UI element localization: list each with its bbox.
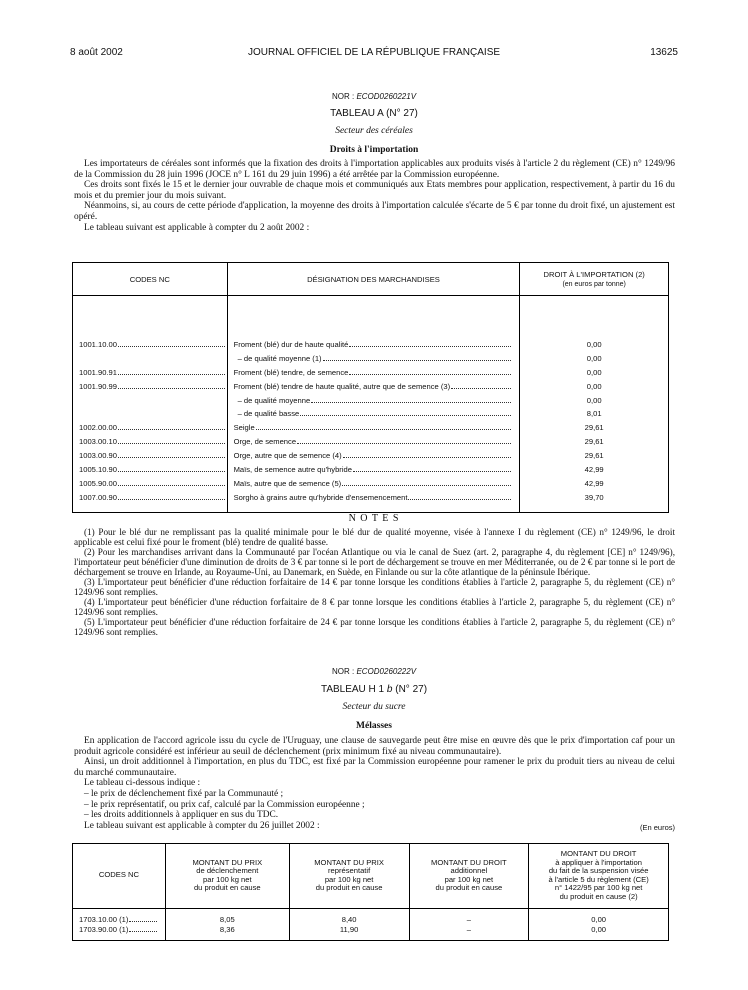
table-row-designation: Orge, de semence	[234, 435, 514, 449]
header-line: par 100 kg net	[444, 874, 494, 884]
melasses-col-header	[409, 844, 529, 909]
note-4: (4) L'importateur peut bénéficier d'une réduction forfaitaire de 8 € par tonne lorsque les conditions établies à l'article 2, paragraphe 5, du règlement (CE) n° 1249/96 sont remplies.	[74, 597, 675, 617]
table-row-designation: Froment (blé) tendre, de semence	[234, 366, 514, 380]
table-row-value: 0,00	[586, 395, 602, 405]
melasses-col-header	[289, 844, 409, 909]
melasses-col-header	[529, 844, 669, 909]
nor-label: NOR :	[331, 92, 355, 101]
note-3: (3) L'importateur peut bénéficier d'une réduction forfaitaire de 14 € par tonne lorsque les conditions établies à l'article 2, paragraphe 5, du règlement (CE) n° 1249/96 sont remplies.	[74, 577, 675, 597]
melasses-cell-additionnel: –	[466, 925, 471, 935]
paragraph: Ces droits sont fixés le 15 et le dernier jour ouvrable de chaque mois et communiqués aux Etats membres pour application, respectivement, à partir du 16 du mois et du premier jour du mois suivant.	[74, 180, 675, 201]
paragraph: Le tableau suivant est applicable à compter du 2 août 2002 :	[84, 222, 310, 233]
col-header-designation: DÉSIGNATION DES MARCHANDISES	[227, 263, 520, 296]
melasses-col-header	[73, 844, 166, 909]
table-row-value: 42,99	[584, 465, 604, 475]
bullet-item: – le prix représentatif, ou prix caf, calculé par la Commission européenne ;	[84, 799, 365, 810]
melasses-cell-suspension: 0,00	[591, 914, 607, 924]
intro-paragraphs-a	[74, 159, 675, 233]
unit-label: (En euros)	[639, 822, 675, 832]
melasses-cell-additionnel: –	[466, 914, 471, 924]
applicable-date-line: Le tableau suivant est applicable à compter du 26 juillet 2002 :	[84, 820, 320, 831]
table-row-designation: Maïs, de semence autre qu'hybride	[234, 463, 514, 477]
table-row-value: 39,70	[584, 492, 604, 502]
header-line: additionnel	[450, 866, 488, 876]
note-1: (1) Pour le blé dur ne remplissant pas la qualité minimale pour le blé dur de qualité moyenne, visée à l'annexe I du règlement (CE) n° 1249/96, le droit applicable est celui fixé pour le froment (blé) tendre de qualité basse.	[74, 527, 675, 547]
melasses-codes-column	[73, 908, 166, 940]
table-row-designation: – de qualité basse	[234, 407, 514, 421]
table-row-code	[79, 352, 227, 366]
table-row-code: 1002.00.00	[79, 421, 227, 435]
cereals-duty-table	[72, 262, 669, 513]
table-row-designation: – de qualité moyenne (1)	[234, 352, 514, 366]
col-header-droit-unit: (en euros par tonne)	[562, 280, 626, 288]
header-line: représentatif	[328, 866, 371, 876]
table-row-value: 0,00	[586, 340, 602, 349]
codes-column	[73, 296, 228, 513]
table-row-value: 29,61	[584, 437, 604, 447]
melasses-declenchement-column	[165, 908, 289, 940]
nor-code: ECOD0260221V	[356, 92, 417, 101]
nor-reference-a	[70, 92, 678, 101]
bullet-list	[74, 789, 675, 821]
table-row-value: 42,99	[584, 478, 604, 488]
table-row-code: 1007.00.90	[79, 491, 227, 505]
table-row-designation: Sorgho à grains autre qu'hybride d'ensemencement	[234, 491, 514, 505]
table-row-value: 0,00	[586, 353, 602, 363]
note-5: (5) L'importateur peut bénéficier d'une réduction forfaitaire de 24 € par tonne lorsque les conditions établies à l'article 2, paragraphe 5, du règlement (CE) n° 1249/96 sont remplies.	[74, 617, 675, 637]
header-line: MONTANT DU PRIX	[314, 857, 384, 867]
page-header	[70, 47, 678, 61]
sector-sucre: Secteur du sucre	[342, 702, 406, 712]
heading-droits: Droits à l'importation	[329, 145, 419, 155]
paragraph: En application de l'accord agricole issu du cycle de l'Uruguay, une clause de sauvegarde peut être mise en œuvre dès que le prix d'importation caf pour un produit agricole considéré est inférieur au seuil de déclenchement (prix minimum fixé au niveau communautaire).	[74, 736, 675, 757]
notes-block	[74, 527, 675, 637]
paragraph: Le tableau ci-dessous indique :	[84, 778, 201, 789]
header-line: à l'article 5 du règlement (CE)	[548, 874, 649, 884]
melasses-suspension-column	[529, 908, 669, 940]
table-row-designation: Froment (blé) tendre de haute qualité, autre que de semence (3)	[234, 380, 514, 394]
col-header-droit	[520, 263, 669, 296]
melasses-table	[72, 843, 669, 941]
melasses-cell-declenchement: 8,05	[219, 914, 235, 924]
header-line: du produit en cause	[193, 883, 261, 893]
paragraph: Néanmoins, si, au cours de cette période d'application, la moyenne des droits à l'importation calculée s'écarte de 5 € par tonne du droit fixé, un ajustement est opéré.	[74, 201, 675, 222]
table-h-title	[70, 684, 678, 695]
header-line: du produit en cause	[435, 883, 503, 893]
bullet-item: – le prix de déclenchement fixé par la Communauté ;	[84, 788, 284, 799]
table-row-value: 8,01	[586, 409, 602, 419]
melasses-cell-representatif: 11,90	[339, 925, 359, 935]
table-row-value: 0,00	[586, 367, 602, 377]
header-line: MONTANT DU DROIT	[431, 857, 507, 867]
melasses-representatif-column	[289, 908, 409, 940]
melasses-cell-suspension: 0,00	[591, 925, 607, 935]
header-journal-title: JOURNAL OFFICIEL DE LA RÉPUBLIQUE FRANÇAISE	[247, 47, 501, 58]
table-row-value: 29,61	[584, 423, 604, 433]
header-line: par 100 kg net	[203, 874, 252, 884]
header-line: du produit en cause (2)	[559, 891, 638, 901]
table-row-designation: Maïs, autre que de semence (5)	[234, 477, 514, 491]
melasses-cell-code: 1703.10.00 (1)	[79, 915, 159, 926]
melasses-additionnel-column	[409, 908, 529, 940]
header-line: CODES NC	[98, 870, 139, 880]
header-line: MONTANT DU DROIT	[560, 849, 637, 858]
header-line: du fait de la suspension visée	[548, 866, 649, 876]
nor-reference-h	[70, 667, 678, 676]
table-row-value: 29,61	[584, 451, 604, 461]
note-2: (2) Pour les marchandises arrivant dans la Communauté par l'océan Atlantique ou via le canal de Suez (art. 2, paragraphe 4, du règlement [CE] n° 1249/96), l'importateur peut bénéficier d'une diminution de droits de 3 € par tonne si le port de déchargement se trouve en mer Méditerranée, ou de 2 € par tonne si le port de déchargement se trouve en Irlande, au Royaume-Uni, au Danemark, en Suède, en Finlande ou sur la côte atlantique de la péninsule Ibérique.	[74, 547, 675, 577]
sector-cereales: Secteur des céréales	[335, 126, 413, 136]
table-row-designation: Seigle	[234, 421, 514, 435]
header-date: 8 août 2002	[70, 47, 123, 58]
last-line	[74, 821, 675, 832]
heading-melasses: Mélasses	[356, 721, 392, 731]
table-row-code: 1005.90.00	[79, 477, 227, 491]
table-row-code: 1001.10.00	[79, 338, 227, 352]
header-line: n° 1422/95 par 100 kg net	[554, 883, 643, 893]
table-row-code: 1003.00.10	[79, 435, 227, 449]
nor-code: ECOD0260222V	[356, 667, 417, 676]
header-line: du produit en cause	[315, 883, 383, 893]
paragraph: Les importateurs de céréales sont informés que la fixation des droits à l'importation applicables aux produits visés à l'article 2 du règlement (CE) n° 1249/96 de la Commission du 28 juin 1996 (JOCE n° L 161 du 29 juin 1996) a été arrêtée par la Commission européenne.	[74, 159, 675, 180]
nor-label: NOR :	[331, 667, 355, 676]
melasses-cell-representatif: 8,40	[341, 914, 357, 924]
header-line: de déclenchement	[196, 866, 259, 876]
table-h-title-b: b	[386, 684, 393, 695]
intro-paragraphs-h	[74, 736, 675, 831]
designation-column	[227, 296, 520, 513]
table-row-code	[79, 407, 227, 421]
header-line: MONTANT DU PRIX	[192, 857, 263, 867]
melasses-cell-declenchement: 8,36	[219, 925, 235, 935]
table-h-title-pre: TABLEAU H 1	[320, 684, 387, 695]
table-a-title: TABLEAU A (N° 27)	[330, 108, 418, 119]
header-line: à appliquer à l'importation	[555, 857, 642, 867]
header-line: par 100 kg net	[324, 874, 374, 884]
bullet-item: – les droits additionnels à appliquer en sus du TDC.	[84, 810, 279, 821]
paragraph: Ainsi, un droit additionnel à l'importation, en plus du TDC, est fixé par la Commission européenne pour ramener le prix du produit tiers au niveau de celui du marché communautaire.	[74, 757, 675, 778]
table-row-designation: Orge, autre que de semence (4)	[234, 449, 514, 463]
melasses-cell-code: 1703.90.00 (1)	[79, 925, 159, 936]
table-row-designation: – de qualité moyenne	[234, 394, 514, 408]
melasses-col-header	[165, 844, 289, 909]
value-column	[520, 296, 669, 513]
table-h-title-post: (N° 27)	[392, 684, 428, 695]
table-row-code: 1005.10.90	[79, 463, 227, 477]
table-row-value: 0,00	[586, 381, 602, 391]
header-page-number: 13625	[650, 47, 678, 58]
table-row-designation: Froment (blé) dur de haute qualité	[234, 338, 514, 352]
table-row-code: 1001.90.99	[79, 380, 227, 394]
notes-title: N O T E S	[348, 513, 400, 524]
col-header-droit-label: DROIT À L'IMPORTATION (2)	[543, 269, 645, 279]
col-header-codes: CODES NC	[73, 263, 228, 296]
table-row-code: 1001.90.91	[79, 366, 227, 380]
table-row-code	[79, 394, 227, 408]
table-row-code: 1003.00.90	[79, 449, 227, 463]
melasses-table-header	[73, 844, 669, 909]
